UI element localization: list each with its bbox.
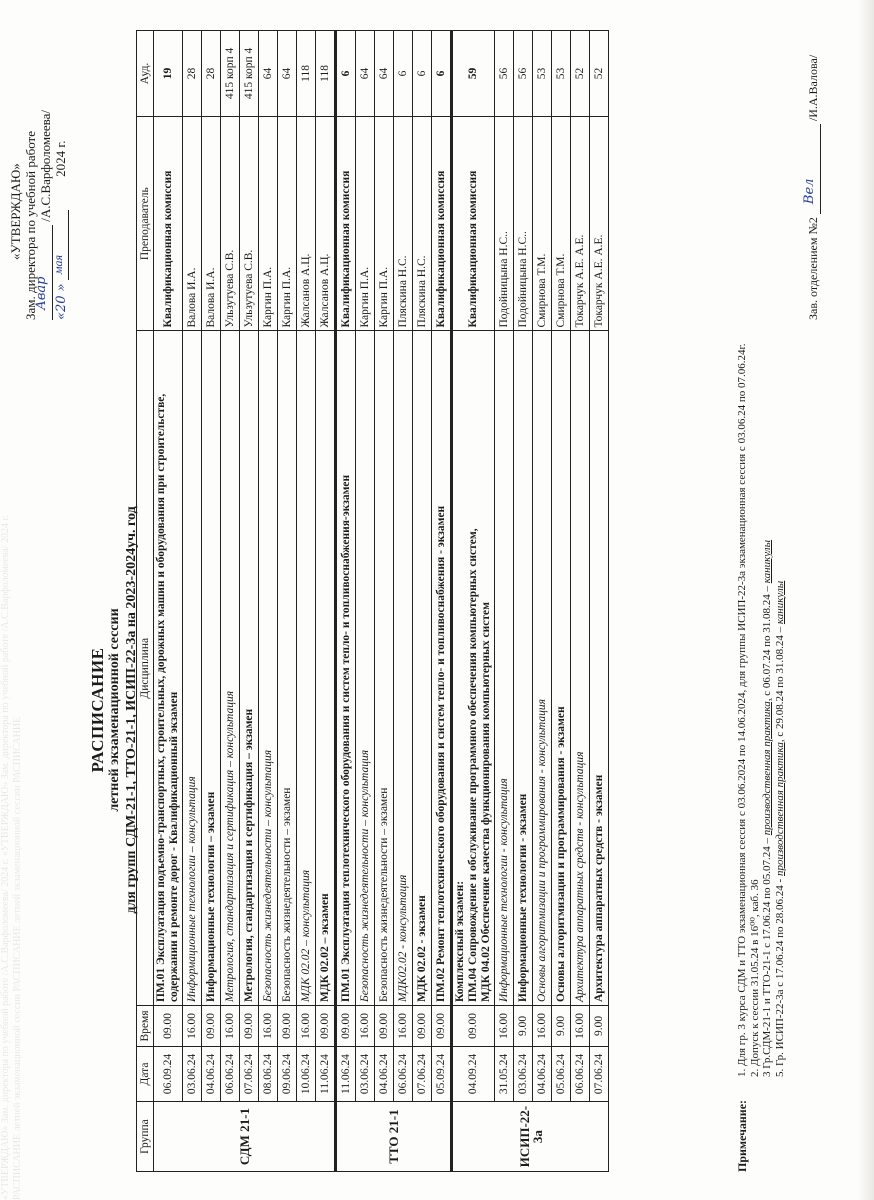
approval-name: /А.С.Варфоломеева/ <box>38 110 53 222</box>
discipline-cell: Информационные технологии - экзамен <box>514 331 533 1006</box>
discipline-cell: МДК 02.02 – консультация <box>297 331 316 1006</box>
note-5-text-2: с 29.08.24 по 31.08.24 – <box>773 624 786 740</box>
date-cell: 03.06.24 <box>356 1046 375 1101</box>
date-cell: 06.06.24 <box>394 1046 413 1101</box>
note-3-practice: производственная практика, <box>761 698 773 836</box>
room-cell: 415 корп 4 <box>221 31 240 117</box>
date-cell: 07.06.24 <box>240 1046 259 1101</box>
document-subtitle: летней экзаменационной сессии <box>107 608 122 812</box>
table-row <box>297 31 316 1172</box>
room-cell: 52 <box>571 31 590 117</box>
notes-lines <box>736 344 786 1077</box>
table-header-row <box>137 31 154 1172</box>
date-cell: 06.06.24 <box>221 1046 240 1101</box>
time-cell: 09.00 <box>336 1006 356 1047</box>
approval-date-day: «20 » <box>54 283 69 320</box>
room-cell: 6 <box>336 31 356 117</box>
time-cell: 09.00 <box>452 1006 495 1047</box>
date-cell: 04.06.24 <box>375 1046 394 1101</box>
approval-year: 2024 г. <box>53 140 68 177</box>
table-row <box>202 31 221 1172</box>
group-cell: ТТО 21-1 <box>336 1102 452 1172</box>
table-row <box>183 31 202 1172</box>
discipline-cell: Безопасность жизнедеятельности – экзамен <box>278 331 297 1006</box>
column-header-time: Время <box>137 1006 154 1047</box>
signature-scrawl: Авар <box>34 276 49 310</box>
room-cell: 28 <box>183 31 202 117</box>
teacher-cell: Смирнова Т.М. <box>533 116 552 331</box>
date-cell: 10.06.24 <box>297 1046 316 1101</box>
date-cell: 06.06.24 <box>571 1046 590 1101</box>
date-cell: 31.05.24 <box>495 1046 514 1101</box>
table-row <box>394 31 413 1172</box>
column-header-date: Дата <box>137 1046 154 1101</box>
room-cell: 56 <box>514 31 533 117</box>
group-cell: ИСИП-22-3а <box>452 1102 609 1172</box>
table-row <box>514 31 533 1172</box>
note-5-holidays: каникулы <box>773 580 786 625</box>
room-cell: 64 <box>278 31 297 117</box>
discipline-cell: Безопасность жизнедеятельности – консультация <box>356 331 375 1006</box>
time-cell: 16.00 <box>183 1006 202 1047</box>
table-row <box>154 31 183 1172</box>
note-3-holidays: каникулы <box>761 539 773 584</box>
teacher-cell: Квалификационная комиссия <box>154 116 183 331</box>
room-cell: 59 <box>452 31 495 117</box>
time-cell: 09.00 <box>432 1006 452 1047</box>
teacher-cell: Пляскина Н.С. <box>394 116 413 331</box>
teacher-cell: Пляскина Н.С. <box>413 116 432 331</box>
approval-block <box>8 60 69 320</box>
date-cell: 09.06.24 <box>278 1046 297 1101</box>
note-1: 1. Для гр. 3 курса СДМ и ТТО экзаменационная сессия с 03.06.2024 по 14.06.2024, для группы ИСИП-22-3а экзаменационная сессия с 03.06.24 по 07.06.24г. <box>736 343 748 1077</box>
discipline-cell: Основы алгоритмизации и программирования - консультация <box>533 331 552 1006</box>
schedule-table-body <box>154 31 609 1172</box>
discipline-cell: Информационные технологии – экзамен <box>202 331 221 1006</box>
table-row <box>432 31 452 1172</box>
notes-label: Примечание: <box>735 1099 749 1172</box>
date-cell: 05.06.24 <box>552 1046 571 1101</box>
note-3 <box>761 344 774 1077</box>
date-cell: 07.06.24 <box>590 1046 609 1101</box>
table-row <box>495 31 514 1172</box>
date-cell: 07.06.24 <box>413 1046 432 1101</box>
teacher-cell: Подойницына Н.С.. <box>514 116 533 331</box>
approval-signature-line <box>34 60 53 320</box>
teacher-cell: Жалсанов А.Ц. <box>297 116 316 331</box>
discipline-cell: Комплексный экзамен: ПМ.04 Сопровождение и обслуживание программного обеспечения компьютерных систем, МДК 04.02 Обеспечение качества функционирования компьютерных систем <box>452 331 495 1006</box>
room-cell: 52 <box>590 31 609 117</box>
column-header-teacher: Преподаватель <box>137 116 154 331</box>
room-cell: 53 <box>552 31 571 117</box>
approval-title: «УТВЕРЖДАЮ» <box>8 163 23 260</box>
teacher-cell: Каргин П.А. <box>259 116 278 331</box>
note-5-text: 5. Гр. ИСИП-22-3а с 17.06.24 по 28.06.24 - <box>773 876 786 1077</box>
discipline-cell: Архитектура аппаратных средств - экзамен <box>590 331 609 1006</box>
approval-date-month-line <box>51 210 69 280</box>
time-cell: 09.00 <box>154 1006 183 1047</box>
room-cell: 6 <box>432 31 452 117</box>
time-cell: 09.00 <box>316 1006 336 1047</box>
discipline-cell: Метрология, стандартизация и сертификация – экзамен <box>240 331 259 1006</box>
room-cell: 56 <box>495 31 514 117</box>
date-cell: 04.06.24 <box>202 1046 221 1101</box>
date-cell: 05.09.24 <box>432 1046 452 1101</box>
discipline-cell: Информационные технологии - консультация <box>495 331 514 1006</box>
time-cell: 16.00 <box>571 1006 590 1047</box>
time-cell: 16.00 <box>533 1006 552 1047</box>
time-cell: 09.00 <box>202 1006 221 1047</box>
note-5-practice: производственная практика, <box>773 739 786 877</box>
teacher-cell: Жалсанов А.Ц. <box>316 116 336 331</box>
table-row <box>571 31 590 1172</box>
date-cell: 06.09.24 <box>154 1046 183 1101</box>
time-cell: 09.00 <box>278 1006 297 1047</box>
date-cell: 08.06.24 <box>259 1046 278 1101</box>
department-head-signature-scrawl: Вел <box>802 178 817 205</box>
table-row <box>316 31 336 1172</box>
table-row <box>590 31 609 1172</box>
department-head-name: /И.А.Валова/ <box>806 54 820 122</box>
discipline-cell: Основы алгоритмизации и программирования - экзамен <box>552 331 571 1006</box>
time-cell: 16.00 <box>356 1006 375 1047</box>
discipline-cell: Безопасность жизнедеятельности – консультация <box>259 331 278 1006</box>
discipline-cell: ПМ.02 Ремонт теплотехнического оборудования и систем тепло- и топливоснабжения - экзамен <box>432 331 452 1006</box>
schedule-table <box>136 30 609 1172</box>
teacher-cell: Валова И.А. <box>202 116 221 331</box>
column-header-discipline: Дисциплина <box>137 331 154 1006</box>
discipline-cell: Безопасность жизнедеятельности – экзамен <box>375 331 394 1006</box>
note-3-text-2: с 06.07.24 по 31.08.24 – <box>761 583 773 699</box>
discipline-cell: Информационные технологии – консультация <box>183 331 202 1006</box>
time-cell: 09.00 <box>375 1006 394 1047</box>
date-cell: 11.06.24 <box>316 1046 336 1101</box>
approval-date-line <box>53 60 69 320</box>
time-cell: 9.00 <box>590 1006 609 1047</box>
date-cell: 03.06.24 <box>514 1046 533 1101</box>
department-head-signature-mark <box>802 124 821 214</box>
room-cell: 19 <box>154 31 183 117</box>
teacher-cell: Ульзутуева С.В. <box>240 116 259 331</box>
note-2: 2. Допуск к сессии 31.05.24 в 16⁰⁰, каб. 36 <box>748 879 761 1077</box>
room-cell: 118 <box>297 31 316 117</box>
teacher-cell: Квалификационная комиссия <box>432 116 452 331</box>
discipline-cell: МДК 02.02 - экзамен <box>413 331 432 1006</box>
department-head-signature <box>802 54 821 320</box>
teacher-cell: Квалификационная комиссия <box>452 116 495 331</box>
teacher-cell: Токарчук А.Е. А.Е. <box>590 116 609 331</box>
teacher-cell: Токарчук А.Е. А.Е. <box>571 116 590 331</box>
department-head-title: Зав. отделением №2 <box>806 217 820 320</box>
bleed-line-2: РАСПИСАНИЕ летней экзаменационной сессии РАСПИСАНИЕ летней экзаменационной сессии РАСПИСАНИЕ <box>12 716 23 1200</box>
room-cell: 118 <box>316 31 336 117</box>
table-row <box>413 31 432 1172</box>
date-cell: 11.06.24 <box>336 1046 356 1101</box>
table-row <box>259 31 278 1172</box>
approval-position: Зам. директора по учебной работе <box>23 131 38 320</box>
date-cell: 04.06.24 <box>533 1046 552 1101</box>
room-cell: 64 <box>375 31 394 117</box>
column-header-group: Группа <box>137 1102 154 1172</box>
room-cell: 28 <box>202 31 221 117</box>
note-5 <box>774 344 787 1077</box>
room-cell: 6 <box>394 31 413 117</box>
teacher-cell: Каргин П.А. <box>278 116 297 331</box>
group-cell: СДМ 21-1 <box>154 1102 336 1172</box>
room-cell: 6 <box>413 31 432 117</box>
scan-edge-shadow <box>858 0 874 1200</box>
approval-date-month: мая <box>51 254 65 275</box>
document-groups-line: для групп СДМ-21-1, ТТО-21-1, ИСИП-22-3а на 2023-2024уч. год <box>124 506 139 914</box>
table-row <box>356 31 375 1172</box>
room-cell: 64 <box>356 31 375 117</box>
table-row <box>278 31 297 1172</box>
note-3-text: 3 Гр.СДМ-21-1 и ТТО-21-1 с 17.06.24 по 05.07.24 – <box>761 835 773 1077</box>
table-row <box>533 31 552 1172</box>
document-title-block <box>88 340 140 1080</box>
bleed-line-1: «УТВЕРЖДАЮ» Зам. директора по учебной работе /А.С.Варфоломеева/ 2024 г. «УТВЕРЖДАЮ» Зам. директора по учебной работе /А.С.Варфоломеева/ 2024 г. <box>0 515 11 1200</box>
time-cell: 9.00 <box>514 1006 533 1047</box>
table-row <box>452 31 495 1172</box>
time-cell: 16.00 <box>297 1006 316 1047</box>
time-cell: 16.00 <box>394 1006 413 1047</box>
time-cell: 09.00 <box>413 1006 432 1047</box>
time-cell: 16.00 <box>221 1006 240 1047</box>
discipline-cell: МДК 02.02 – экзамен <box>316 331 336 1006</box>
teacher-cell: Каргин П.А. <box>356 116 375 331</box>
table-row <box>240 31 259 1172</box>
discipline-cell: ПМ.01 Эксплуатация подъемно-транспортных, строительных, дорожных машин и оборудования при строительстве, содержании и ремонте дорог - Квалификационный экзамен <box>154 331 183 1006</box>
date-cell: 03.06.24 <box>183 1046 202 1101</box>
table-row <box>375 31 394 1172</box>
room-cell: 415 корп 4 <box>240 31 259 117</box>
teacher-cell: Валова И.А. <box>183 116 202 331</box>
teacher-cell: Ульзутуева С.В. <box>221 116 240 331</box>
teacher-cell: Каргин П.А. <box>375 116 394 331</box>
discipline-cell: Архитектура аппаратных средств - консультация <box>571 331 590 1006</box>
discipline-cell: МДК02.02 - консультация <box>394 331 413 1006</box>
time-cell: 16.00 <box>259 1006 278 1047</box>
time-cell: 9.00 <box>552 1006 571 1047</box>
discipline-cell: Метрология, стандартизация и сертификация – консультация <box>221 331 240 1006</box>
time-cell: 09.00 <box>240 1006 259 1047</box>
teacher-cell: Смирнова Т.М. <box>552 116 571 331</box>
table-row <box>552 31 571 1172</box>
teacher-cell: Квалификационная комиссия <box>336 116 356 331</box>
teacher-cell: Подойницына Н.С.. <box>495 116 514 331</box>
time-cell: 16.00 <box>495 1006 514 1047</box>
table-row <box>221 31 240 1172</box>
document-title: РАСПИСАНИЕ <box>88 647 107 773</box>
discipline-cell: ПМ.01 Эксплуатация теплотехнического оборудования и систем тепло- и топливоснабжения-экзамен <box>336 331 356 1006</box>
table-row <box>336 31 356 1172</box>
room-cell: 64 <box>259 31 278 117</box>
column-header-room: Ауд. <box>137 31 154 117</box>
date-cell: 04.09.24 <box>452 1046 495 1101</box>
room-cell: 53 <box>533 31 552 117</box>
